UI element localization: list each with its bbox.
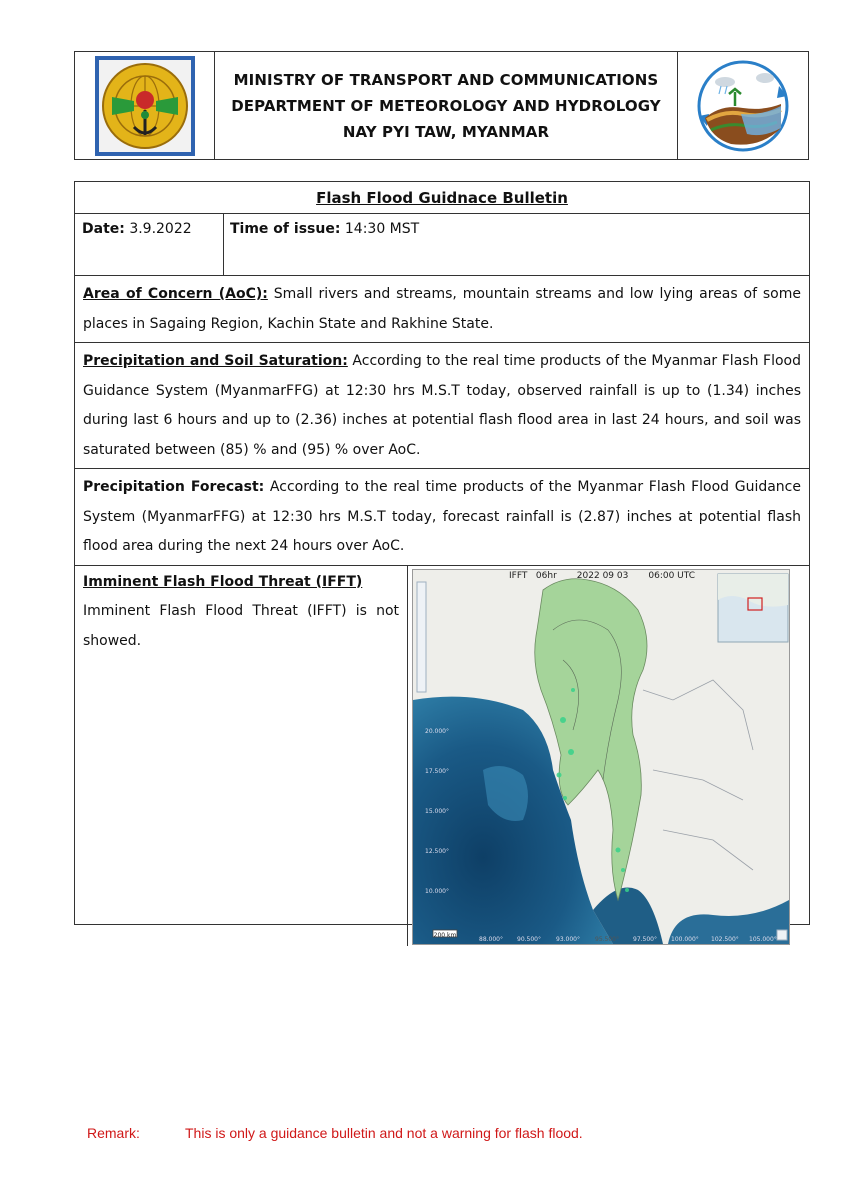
lat-label-3: 15.000° [425, 807, 449, 815]
pf-text: According to the real time products of the Myanmar Flash Flood Guidance System (MyanmarFFG) at 12:30 hrs M.S.T today, forecast rainfall is (2.87) inches at potential flash flood area during the next 24 hours over AoC. [83, 479, 801, 554]
lon-label-7: 102.500° [711, 935, 739, 943]
map-caption: IFFT 06hr 2022 09 03 06:00 UTC [509, 570, 696, 581]
pf-label: Precipitation Forecast: [83, 479, 265, 495]
lon-label-1: 88.000° [479, 935, 503, 943]
date-label: Date: [82, 221, 125, 237]
aoc-label: Area of Concern (AoC): [83, 286, 268, 302]
water-cycle-icon [691, 56, 795, 156]
time-cell [224, 214, 809, 275]
pss-text: According to the real time products of the Myanmar Flash Flood Guidance System (MyanmarFFG) at 12:30 hrs M.S.T today, observed rainfall is up to (1.34) inches during last 6 hours and up to (2.36) inches at potential flash flood area in last 24 hours, and soil was saturated between (85) % and (95) % over AoC. [83, 353, 802, 458]
ifft-map-cell [408, 566, 809, 946]
time-label: Time of issue: [230, 221, 341, 237]
ifft-map[interactable] [412, 569, 790, 945]
letterhead [74, 51, 809, 160]
lon-label-3: 93.000° [556, 935, 580, 943]
lon-label-5: 97.500° [633, 935, 657, 943]
lon-label-6: 100.000° [671, 935, 699, 943]
remark [87, 1125, 583, 1141]
precipitation-soil-row [75, 343, 809, 469]
remark-label: Remark: [87, 1125, 140, 1141]
lon-label-4: 95.500° [595, 935, 619, 943]
ministry-name: MINISTRY OF TRANSPORT AND COMMUNICATIONS [233, 70, 659, 89]
lat-label-4: 12.500° [425, 847, 449, 855]
left-logo-cell [75, 52, 215, 159]
date-cell [75, 214, 224, 275]
pss-label: Precipitation and Soil Saturation: [83, 353, 348, 369]
bulletin-title: Flash Flood Guidnace Bulletin [316, 188, 568, 207]
ifft-label: Imminent Flash Flood Threat (IFFT) [83, 573, 363, 590]
aoc-text: Small rivers and streams, mountain streams and low lying areas of some places in Sagaing Region, Kachin State and Rakhine State. [83, 286, 801, 332]
department-name: DEPARTMENT OF METEOROLOGY AND HYDROLOGY [231, 96, 661, 115]
ifft-row [75, 566, 809, 946]
bulletin-title-row [75, 182, 809, 214]
ifft-text-cell [75, 566, 408, 946]
map-scale-label: 200 km [433, 931, 457, 939]
lon-label-8: 105.000° [749, 935, 777, 943]
letterhead-text [215, 52, 677, 159]
ifft-map-image [413, 570, 789, 944]
lat-label-2: 17.500° [425, 767, 449, 775]
ifft-text: Imminent Flash Flood Threat (IFFT) is not showed. [83, 603, 399, 649]
lon-label-2: 90.500° [517, 935, 541, 943]
time-value: 14:30 MST [344, 221, 420, 237]
right-logo-cell [677, 52, 808, 159]
ministry-emblem-icon [94, 55, 196, 157]
date-time-row [75, 214, 809, 276]
lat-label-5: 10.000° [425, 887, 449, 895]
lat-label-1: 20.000° [425, 727, 449, 735]
precipitation-forecast-row [75, 469, 809, 566]
location-name: NAY PYI TAW, MYANMAR [342, 122, 550, 141]
date-value: 3.9.2022 [129, 221, 192, 237]
bulletin-table [74, 181, 810, 943]
remark-text: This is only a guidance bulletin and not a warning for flash flood. [185, 1125, 583, 1141]
area-of-concern-row [75, 276, 809, 343]
